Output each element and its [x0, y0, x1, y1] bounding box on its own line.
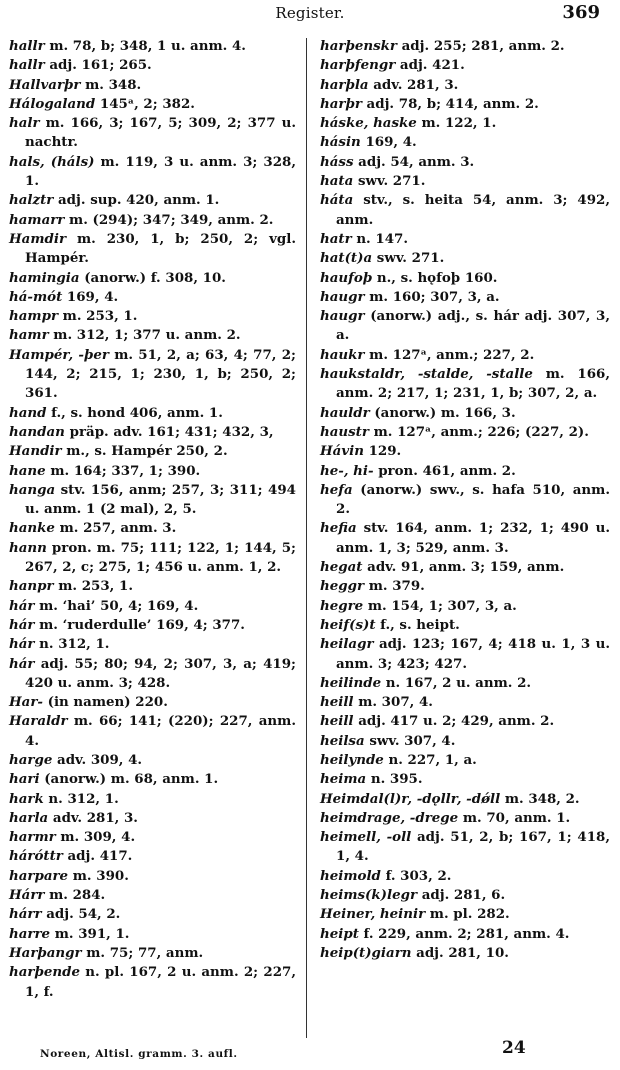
entry-headword: heill: [320, 694, 354, 711]
entry-headword: halztr: [9, 192, 54, 209]
entry-headword: Heiner, heinir: [320, 906, 426, 923]
entry-headword: háta: [320, 192, 354, 209]
entry-headword: Hálogaland: [9, 95, 96, 112]
page-header: [0, 0, 620, 30]
entry-references: stv., s. heita 54, anm. 3; 492, anm.: [336, 192, 610, 228]
index-entry: [9, 423, 296, 442]
index-entry: [9, 944, 296, 963]
entry-headword: he-, hi-: [320, 462, 374, 479]
index-entry: [320, 423, 610, 442]
entry-references: m. 119, 3 u. anm. 3; 328, 1.: [25, 153, 296, 190]
entry-references: m. 284.: [44, 887, 106, 904]
entry-references: m. 160; 307, 3, a.: [364, 288, 500, 305]
entry-headword: hann: [9, 539, 47, 556]
entry-headword: haustr: [320, 423, 369, 440]
entry-references: n. 147.: [351, 230, 408, 247]
entry-references: adj. 255; 281, anm. 2.: [396, 38, 565, 54]
index-entry: [320, 867, 610, 886]
index-entry: [320, 442, 610, 461]
index-entry: [9, 56, 296, 75]
entry-headword: hat(t)a: [320, 250, 373, 267]
entry-headword: haufoþ: [320, 269, 373, 286]
index-entry: [320, 133, 610, 152]
entry-references: stv. 156, anm; 257, 3; 311; 494 u. anm. 1 (2 mal), 2, 5.: [25, 481, 296, 518]
index-entry: [9, 828, 296, 847]
entry-references: (anorw.) m. 166, 3.: [369, 404, 516, 421]
entry-references: m. 166, 3; 167, 5; 309, 2; 377 u. nachtr.: [25, 115, 296, 151]
entry-headword: hand: [9, 404, 47, 421]
entry-headword: Hallvarþr: [9, 76, 81, 93]
entry-references: (anorw.) m. 68, anm. 1.: [39, 771, 219, 788]
index-entry: [320, 944, 610, 963]
index-entry: [320, 635, 610, 674]
index-entry: [320, 558, 610, 577]
entry-headword: halr: [9, 115, 40, 132]
entry-references: m. 122, 1.: [416, 115, 497, 132]
index-entry: [9, 404, 296, 423]
entry-references: adv. 309, 4.: [52, 751, 143, 768]
index-entry: [9, 809, 296, 828]
index-entry: [320, 751, 610, 770]
entry-references: adv. 281, 3.: [368, 76, 459, 93]
entry-headword: háróttr: [9, 848, 63, 865]
index-entry: [9, 230, 296, 269]
entry-headword: hark: [9, 790, 44, 807]
index-entry: [9, 925, 296, 944]
running-head: Register.: [275, 4, 345, 22]
entry-headword: harla: [9, 809, 49, 826]
index-entry: [9, 442, 296, 461]
entry-headword: Hamdir: [9, 230, 67, 247]
entry-headword: hari: [9, 771, 40, 788]
index-entry: [9, 37, 296, 56]
index-entry: [320, 577, 610, 596]
index-entry: [320, 269, 610, 288]
index-entry: [320, 732, 610, 751]
entry-references: m. ‘hai’ 50, 4; 169, 4.: [34, 597, 199, 614]
entry-headword: hár: [9, 616, 35, 633]
entry-references: m. ‘ruderdulle’ 169, 4; 377.: [34, 616, 245, 633]
entry-headword: harþfengr: [320, 57, 396, 74]
index-entry: [9, 95, 296, 114]
entry-headword: heilagr: [320, 636, 374, 653]
index-entry: [9, 751, 296, 770]
index-entry: [320, 191, 610, 230]
entry-references: adj. 78, b; 414, anm. 2.: [361, 95, 539, 112]
entry-headword: hásin: [320, 134, 361, 151]
index-entry: [320, 481, 610, 520]
entry-headword: harþende: [9, 964, 80, 981]
entry-headword: hauldr: [320, 404, 370, 421]
entry-references: m. 51, 2, a; 63, 4; 77, 2; 144, 2; 215, 1; 230, 1, b; 250, 2; 361.: [25, 346, 296, 402]
entry-headword: Haraldr: [9, 713, 68, 730]
index-entry: [9, 905, 296, 924]
index-entry: [320, 288, 610, 307]
index-entry: [320, 809, 610, 828]
index-entry: [320, 770, 610, 789]
entry-references: n. pl. 167, 2 u. anm. 2; 227, 1, f.: [25, 964, 296, 1000]
entry-references: 145ᵃ, 2; 382.: [95, 95, 195, 112]
index-entry: [320, 712, 610, 731]
entry-headword: hane: [9, 462, 46, 479]
entry-headword: harþr: [320, 95, 362, 112]
index-entry: [320, 925, 610, 944]
index-entry: [9, 635, 296, 654]
index-entry: [9, 655, 296, 694]
entry-references: f. 229, anm. 2; 281, anm. 4.: [358, 925, 570, 942]
entry-references: m. 257, anm. 3.: [54, 520, 177, 537]
entry-headword: haugr: [320, 308, 365, 325]
entry-headword: Handir: [9, 443, 62, 460]
index-entry: [9, 712, 296, 751]
entry-headword: Heimdal(l)r, -dǫllr, -dǿll: [320, 790, 501, 807]
entry-headword: heilinde: [320, 674, 382, 691]
entry-headword: Harþangr: [9, 944, 82, 961]
index-entry: [320, 886, 610, 905]
entry-references: m. 166, anm. 2; 217, 1; 231, 1, b; 307, 2, a.: [336, 366, 610, 402]
index-entry: [320, 95, 610, 114]
entry-references: n. 312, 1.: [34, 636, 110, 653]
entry-headword: hamingia: [9, 269, 80, 286]
index-entry: [320, 76, 610, 95]
index-entry: [9, 847, 296, 866]
entry-headword: Hávin: [320, 443, 364, 460]
entry-references: m. 253, 1.: [53, 578, 133, 595]
entry-headword: hegat: [320, 559, 363, 576]
entry-references: m. 164; 337, 1; 390.: [45, 462, 201, 479]
entry-references: adj. 54, 2.: [41, 906, 121, 923]
index-entry: [320, 693, 610, 712]
index-entry: [9, 191, 296, 210]
index-entry: [9, 597, 296, 616]
entry-references: m. 379.: [364, 578, 425, 595]
entry-references: f., s. hond 406, anm. 1.: [46, 404, 223, 421]
index-entry: [9, 519, 296, 538]
entry-references: m. 253, 1.: [58, 308, 138, 325]
entry-references: m., s. Hampér 250, 2.: [61, 443, 228, 460]
entry-headword: hár: [9, 636, 35, 653]
entry-references: n. 167, 2 u. anm. 2.: [381, 674, 532, 691]
entry-headword: haukstaldr, -stalde, -stalle: [320, 366, 533, 383]
entry-references: adj. 281, 6.: [417, 887, 506, 904]
entry-headword: há-mót: [9, 288, 63, 305]
entry-headword: háske, haske: [320, 115, 417, 132]
entry-headword: heipt: [320, 925, 359, 942]
entry-headword: hanpr: [9, 578, 54, 595]
entry-references: 129.: [363, 443, 402, 460]
index-entry: [9, 693, 296, 712]
entry-headword: Hárr: [9, 887, 45, 904]
entry-references: m. 66; 141; (220); 227, anm. 4.: [25, 713, 296, 749]
index-entry: [9, 790, 296, 809]
entry-headword: harre: [9, 925, 51, 942]
entry-references: 169, 4.: [62, 288, 119, 305]
entry-headword: hamarr: [9, 211, 65, 228]
column-divider: [306, 38, 307, 1038]
entry-references: m. 391, 1.: [50, 925, 130, 942]
entry-headword: harmr: [9, 829, 56, 846]
index-entry: [9, 867, 296, 886]
index-entry: [9, 269, 296, 288]
entry-references: (anorw.) adj., s. hár adj. 307, 3, a.: [336, 308, 610, 344]
index-entry: [320, 519, 610, 558]
entry-headword: hegre: [320, 597, 364, 614]
index-entry: [320, 790, 610, 809]
entry-references: m. (294); 347; 349, anm. 2.: [64, 211, 274, 228]
entry-references: m. 127ᵃ, anm.; 227, 2.: [364, 346, 535, 363]
index-entry: [9, 307, 296, 326]
entry-references: m. 230, 1, b; 250, 2; vgl. Hampér.: [25, 230, 296, 267]
entry-references: swv. 307, 4.: [364, 732, 456, 749]
entry-references: adj. 281, 10.: [411, 944, 509, 961]
index-entry: [9, 577, 296, 596]
entry-headword: hampr: [9, 308, 58, 325]
entry-references: adj. 123; 167, 4; 418 u. 1, 3 u. anm. 3; 423; 427.: [336, 636, 610, 672]
index-entry: [9, 346, 296, 404]
entry-references: adj. 51, 2, b; 167, 1; 418, 1, 4.: [336, 829, 610, 865]
index-entry: [320, 56, 610, 75]
index-entry: [320, 153, 610, 172]
entry-references: m. 70, anm. 1.: [458, 809, 571, 826]
entry-headword: harþla: [320, 76, 369, 93]
entry-references: adj. 161; 265.: [44, 57, 152, 74]
entry-headword: Hampér, -þer: [9, 346, 109, 363]
index-entry: [9, 462, 296, 481]
entry-references: swv. 271.: [353, 173, 426, 190]
sheet-number: 24: [502, 1038, 526, 1058]
index-entry: [320, 365, 610, 404]
entry-references: m. 154, 1; 307, 3, a.: [363, 597, 517, 614]
entry-headword: heilynde: [320, 751, 384, 768]
index-entry: [9, 326, 296, 345]
entry-references: m. 348, 2.: [500, 790, 580, 807]
entry-headword: hamr: [9, 327, 49, 344]
entry-headword: heimdrage, -drege: [320, 809, 459, 826]
entry-headword: heims(k)legr: [320, 887, 418, 904]
entry-headword: haugr: [320, 288, 365, 305]
page-number: 369: [562, 2, 600, 23]
entry-references: m. 78, b; 348, 1 u. anm. 4.: [44, 38, 246, 54]
entry-references: m. 309, 4.: [55, 829, 136, 846]
index-entry: [320, 346, 610, 365]
entry-headword: heima: [320, 771, 367, 788]
right-column: [320, 37, 610, 963]
index-entry: [9, 770, 296, 789]
index-entry: [9, 288, 296, 307]
entry-headword: heimold: [320, 867, 381, 884]
entry-headword: heip(t)giarn: [320, 944, 412, 961]
index-entry: [320, 828, 610, 867]
entry-references: stv. 164, anm. 1; 232, 1; 490 u. anm. 1, 3; 529, anm. 3.: [336, 520, 610, 556]
entry-headword: heimell, -oll: [320, 829, 412, 846]
entry-headword: hatr: [320, 230, 352, 247]
entry-references: adj. sup. 420, anm. 1.: [53, 192, 220, 209]
entry-headword: harþenskr: [320, 38, 397, 54]
entry-headword: Har-: [9, 694, 43, 711]
entry-references: m. 75; 77, anm.: [81, 944, 204, 961]
entry-references: (anorw.) f. 308, 10.: [79, 269, 226, 286]
signature-line: Noreen, Altisl. gramm. 3. aufl.: [40, 1048, 238, 1060]
entry-headword: hár: [9, 655, 35, 672]
index-entry: [9, 153, 296, 192]
index-entry: [320, 249, 610, 268]
entry-references: m. 348.: [80, 76, 142, 93]
index-entry: [320, 37, 610, 56]
entry-references: f., s. heipt.: [375, 616, 460, 633]
entry-headword: hárr: [9, 906, 42, 923]
entry-headword: hallr: [9, 38, 45, 54]
entry-references: adv. 91, anm. 3; 159, anm.: [362, 559, 565, 576]
entry-headword: heilsa: [320, 732, 365, 749]
entry-headword: hár: [9, 597, 35, 614]
index-entry: [9, 481, 296, 520]
entry-headword: hanke: [9, 520, 55, 537]
index-entry: [9, 76, 296, 95]
index-entry: [320, 597, 610, 616]
entry-references: adv. 281, 3.: [48, 809, 138, 826]
entry-headword: hanga: [9, 481, 56, 498]
entry-references: n. 395.: [366, 771, 423, 788]
entry-references: swv. 271.: [372, 250, 445, 267]
entry-references: f. 303, 2.: [380, 867, 452, 884]
index-entry: [320, 674, 610, 693]
entry-headword: hallr: [9, 57, 45, 74]
index-entry: [9, 616, 296, 635]
entry-references: n., s. hǫfoþ 160.: [372, 269, 498, 286]
entry-references: m. 312, 1; 377 u. anm. 2.: [48, 327, 241, 344]
index-entry: [9, 539, 296, 578]
left-column: [9, 37, 296, 1002]
index-entry: [9, 886, 296, 905]
entry-references: adj. 54, anm. 3.: [353, 153, 475, 170]
index-entry: [9, 211, 296, 230]
entry-headword: hals, (háls): [9, 153, 95, 170]
index-entry: [9, 114, 296, 153]
entry-references: m. 127ᵃ, anm.; 226; (227, 2).: [368, 423, 589, 440]
entry-headword: handan: [9, 423, 65, 440]
entry-references: (anorw.) swv., s. hafa 510, anm. 2.: [336, 481, 610, 518]
entry-headword: hata: [320, 173, 354, 190]
index-entry: [320, 230, 610, 249]
index-entry: [9, 963, 296, 1002]
entry-references: pron. 461, anm. 2.: [373, 462, 516, 479]
entry-references: n. 227, 1, a.: [383, 751, 477, 768]
index-entry: [320, 114, 610, 133]
entry-references: adj. 417.: [62, 848, 133, 865]
entry-references: 169, 4.: [360, 134, 417, 151]
index-entry: [320, 307, 610, 346]
entry-headword: heill: [320, 713, 354, 730]
entry-references: n. 312, 1.: [43, 790, 119, 807]
entry-headword: harge: [9, 751, 53, 768]
entry-references: adj. 421.: [395, 57, 465, 74]
entry-headword: hefa: [320, 481, 353, 498]
entry-headword: háss: [320, 153, 354, 170]
entry-headword: heif(s)t: [320, 616, 376, 633]
index-entry: [320, 404, 610, 423]
index-entry: [320, 172, 610, 191]
entry-references: präp. adv. 161; 431; 432, 3,: [64, 423, 274, 440]
entry-references: pron. m. 75; 111; 122, 1; 144, 5; 267, 2, c; 275, 1; 456 u. anm. 1, 2.: [25, 539, 296, 576]
entry-headword: harpare: [9, 867, 69, 884]
entry-headword: hefia: [320, 520, 357, 537]
entry-headword: haukr: [320, 346, 365, 363]
entry-references: adj. 55; 80; 94, 2; 307, 3, a; 419; 420 u. anm. 3; 428.: [25, 655, 296, 691]
index-entry: [320, 462, 610, 481]
index-entry: [320, 905, 610, 924]
entry-references: adj. 417 u. 2; 429, anm. 2.: [353, 713, 555, 730]
entry-references: m. pl. 282.: [425, 906, 510, 923]
entry-headword: heggr: [320, 578, 365, 595]
index-entry: [320, 616, 610, 635]
entry-references: m. 390.: [68, 867, 129, 884]
entry-references: m. 307, 4.: [353, 694, 433, 711]
entry-references: (in namen) 220.: [42, 694, 168, 711]
